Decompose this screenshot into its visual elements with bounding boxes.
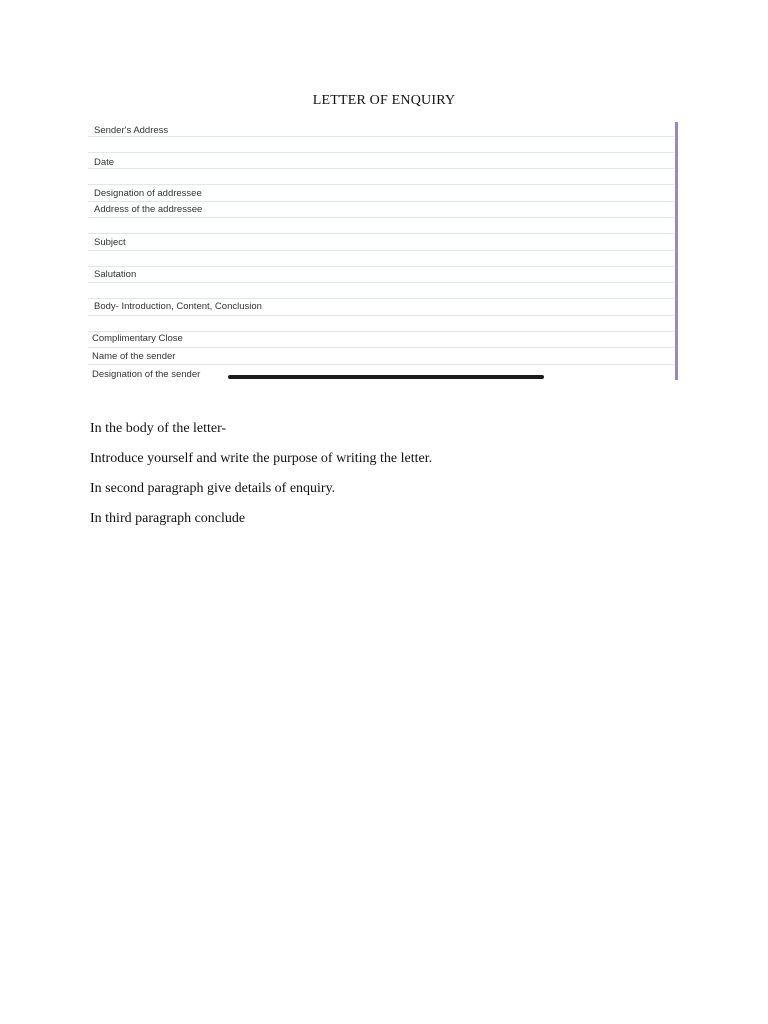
field-complimentary-close: Complimentary Close [92,333,183,344]
rule-line [88,152,674,153]
note-line: In the body of the letter- [90,421,227,436]
rule-line [88,168,674,169]
note-line: In second paragraph give details of enquiry. [90,481,336,496]
body-notes [90,420,432,540]
signature-line [228,375,544,379]
rule-line [88,136,674,137]
rule-line [88,250,674,251]
rule-line [88,217,674,218]
field-name-of-sender: Name of the sender [92,351,176,362]
rule-line [88,184,674,185]
field-address-of-addressee: Address of the addressee [94,204,203,215]
field-salutation: Salutation [94,269,137,280]
document-title: LETTER OF ENQUIRY [312,93,456,108]
field-subject: Subject [94,237,126,248]
rule-line [88,233,674,234]
note-line: Introduce yourself and write the purpose of writing the letter. [90,451,433,466]
rule-line [88,347,674,348]
rule-line [88,282,674,283]
field-designation-of-addressee: Designation of addressee [94,188,202,199]
rule-line [88,315,674,316]
rule-line [88,331,674,332]
field-date: Date [94,157,115,168]
field-body: Body- Introduction, Content, Conclusion [94,301,262,312]
field-senders-address: Sender's Address [94,125,169,136]
accent-bar [675,122,678,380]
letter-template-image [88,120,678,380]
rule-line [88,364,674,365]
rule-line [88,266,674,267]
note-line: In third paragraph conclude [90,511,246,526]
rule-line [88,298,674,299]
field-designation-of-sender: Designation of the sender [92,369,201,380]
rule-line [88,201,674,202]
